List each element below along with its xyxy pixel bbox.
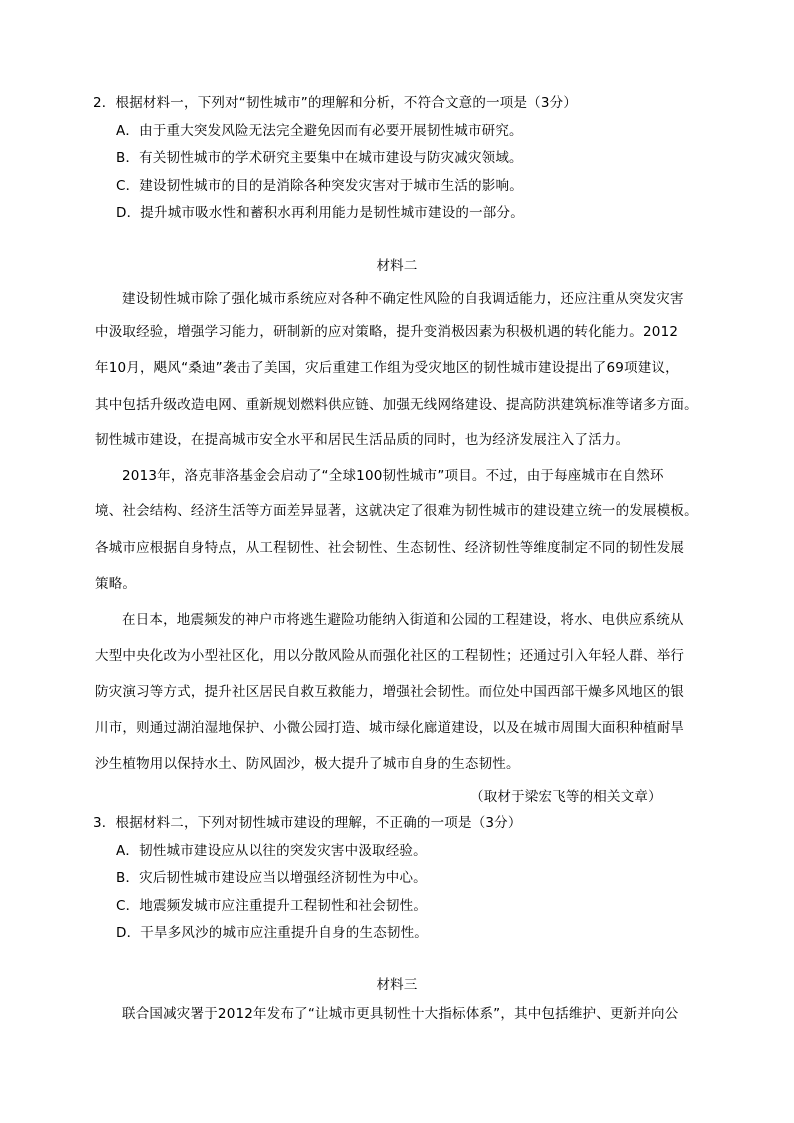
material-2-p3-line-3: 防灾演习等方式，提升社区居民自救互救能力，增强社会韧性。而位处中国西部干燥多风地区的银 bbox=[95, 684, 685, 700]
material-3-p1-line-1: 联合国减灾署于2012年发布了“让城市更具韧性十大指标体系”，其中包括维护、更新并向公 bbox=[122, 1006, 679, 1022]
question-3-stem: 3．根据材料二，下列对韧性城市建设的理解，不正确的一项是（3分） bbox=[93, 815, 522, 831]
question-3-option-a: A．韧性城市建设应从以往的突发灾害中汲取经验。 bbox=[116, 843, 427, 859]
material-2-p3-line-2: 大型中央化改为小型社区化，用以分散风险从而强化社区的工程韧性；还通过引入年轻人群、举行 bbox=[95, 648, 685, 664]
material-2-p1-line-3: 年10月，飓风“桑迪”袭击了美国，灾后重建工作组为受灾地区的韧性城市建设提出了69项建议， bbox=[95, 360, 679, 376]
question-3-option-d: D．干旱多风沙的城市应注重提升自身的生态韧性。 bbox=[116, 925, 428, 941]
question-2-stem: 2．根据材料一，下列对“韧性城市”的理解和分析，不符合文意的一项是（3分） bbox=[93, 95, 578, 111]
material-2-p3-line-4: 川市，则通过湖泊湿地保护、小微公园打造、城市绿化廊道建设，以及在城市周围大面积种植耐旱 bbox=[95, 720, 685, 736]
material-2-p1-line-1: 建设韧性城市除了强化城市系统应对各种不确定性风险的自我调适能力，还应注重从突发灾害 bbox=[122, 291, 684, 307]
material-2-title: 材料二 bbox=[376, 258, 418, 274]
material-2-p2-line-2: 境、社会结构、经济生活等方面差异显著，这就决定了很难为韧性城市的建设建立统一的发展模板。 bbox=[95, 503, 698, 519]
material-2-p2-line-1: 2013年，洛克菲洛基金会启动了“全球100韧性城市”项目。不过，由于每座城市在自然环 bbox=[122, 468, 664, 484]
question-3-option-b: B．灾后韧性城市建设应当以增强经济韧性为中心。 bbox=[116, 870, 427, 886]
question-2-option-a: A．由于重大突发风险无法完全避免因而有必要开展韧性城市研究。 bbox=[116, 123, 523, 139]
material-2-p3-line-5: 沙生植物用以保持水土、防风固沙，极大提升了城市自身的生态韧性。 bbox=[95, 756, 520, 772]
material-2-p2-line-3: 各城市应根据自身特点，从工程韧性、社会韧性、生态韧性、经济韧性等维度制定不同的韧性发展 bbox=[95, 540, 685, 556]
question-3-option-c: C．地震频发城市应注重提升工程韧性和社会韧性。 bbox=[116, 898, 428, 914]
material-2-p1-line-4: 其中包括升级改造电网、重新规划燃料供应链、加强无线网络建设、提高防洪建筑标准等诸多方面。 bbox=[95, 397, 698, 413]
material-2-p2-line-4: 策略。 bbox=[95, 576, 137, 592]
question-2-option-b: B．有关韧性城市的学术研究主要集中在城市建设与防灾减灾领域。 bbox=[116, 150, 523, 166]
question-2-option-d: D．提升城市吸水性和蓄积水再利用能力是韧性城市建设的一部分。 bbox=[116, 205, 524, 221]
material-2-p1-line-5: 韧性城市建设，在提高城市安全水平和居民生活品质的同时，也为经济发展注入了活力。 bbox=[95, 432, 630, 448]
material-2-p3-line-1: 在日本，地震频发的神户市将逃生避险功能纳入街道和公园的工程建设，将水、电供应系统从 bbox=[122, 612, 684, 628]
material-2-p1-line-2: 中汲取经验，增强学习能力，研制新的应对策略，提升变消极因素为积极机遇的转化能力。2012 bbox=[95, 324, 679, 340]
question-2-option-c: C．建设韧性城市的目的是消除各种突发灾害对于城市生活的影响。 bbox=[116, 178, 523, 194]
material-2-source: （取材于梁宏飞等的相关文章） bbox=[470, 789, 662, 805]
material-3-title: 材料三 bbox=[376, 977, 418, 993]
